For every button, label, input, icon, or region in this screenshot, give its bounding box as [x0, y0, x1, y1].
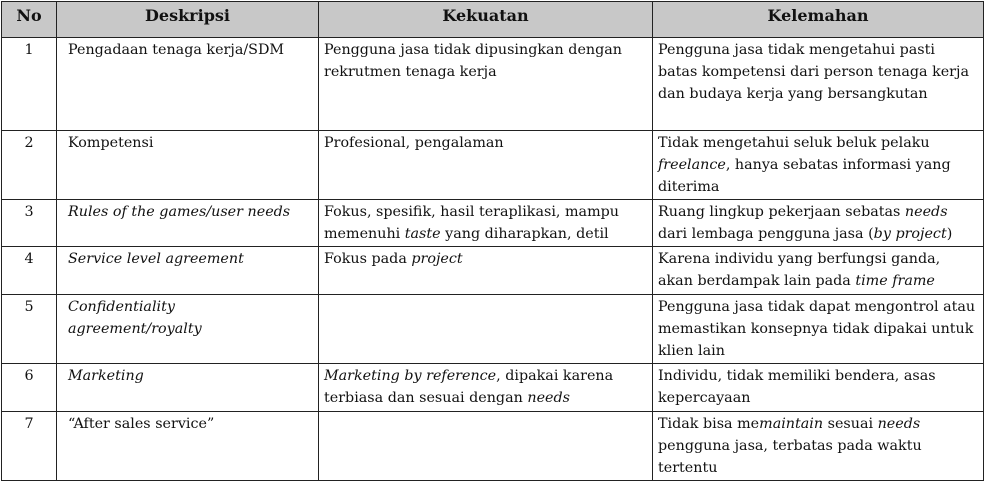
- text-segment-italic: project: [411, 251, 463, 268]
- comparison-table: [1, 1, 984, 481]
- table-row: [2, 38, 984, 131]
- deskripsi-cell: Marketing: [57, 364, 319, 411]
- text-segment: ): [946, 226, 953, 243]
- kekuatan-cell: Pengguna jasa tidak dipusingkan dengan rekrutmen tenaga kerja: [319, 38, 653, 131]
- deskripsi-cell: Confidentiality agreement/royalty: [57, 294, 319, 363]
- header-no: No: [2, 2, 57, 38]
- text-segment: Ruang lingkup pekerjaan sebatas: [658, 204, 905, 221]
- text-segment-italic: needs: [527, 390, 570, 407]
- deskripsi-cell: Pengadaan tenaga kerja/SDM: [57, 38, 319, 131]
- header-kekuatan: Kekuatan: [319, 2, 653, 38]
- row-number: 7: [2, 411, 57, 481]
- table-row: [2, 247, 984, 294]
- deskripsi-cell: Service level agreement: [57, 247, 319, 294]
- text-segment: Fokus pada: [324, 251, 412, 268]
- row-number: 1: [2, 38, 57, 131]
- text-segment: dari lembaga pengguna jasa (: [658, 226, 874, 243]
- text-segment: pengguna jasa, terbatas pada waktu tertentu: [658, 437, 922, 476]
- kekuatan-cell: [319, 411, 653, 481]
- kelemahan-cell: Individu, tidak memiliki bendera, asas kepercayaan: [653, 364, 984, 411]
- row-number: 3: [2, 200, 57, 247]
- kelemahan-cell: [653, 247, 984, 294]
- text-segment-italic: by project: [873, 226, 947, 243]
- row-number: 2: [2, 130, 57, 199]
- table-row: [2, 294, 984, 363]
- header-kelemahan: Kelemahan: [653, 2, 984, 38]
- text-segment: Tidak bisa me: [658, 415, 760, 432]
- text-segment-italic: time frame: [855, 273, 935, 290]
- kekuatan-cell: [319, 294, 653, 363]
- kelemahan-cell: [653, 130, 984, 199]
- text-segment-italic: freelance: [658, 156, 726, 173]
- table-row: [2, 364, 984, 411]
- table-row: [2, 411, 984, 481]
- header-deskripsi: Deskripsi: [57, 2, 319, 38]
- kelemahan-cell: [653, 411, 984, 481]
- kekuatan-cell: [319, 200, 653, 247]
- text-segment: yang diharapkan, detil: [440, 226, 609, 243]
- table-row: [2, 200, 984, 247]
- text-segment: Fokus, spesifik, hasil teraplikasi, mampu memenuhi: [324, 204, 619, 243]
- text-segment-italic: taste: [404, 226, 441, 243]
- kelemahan-cell: [653, 200, 984, 247]
- text-segment-italic: needs: [904, 204, 948, 221]
- text-segment: sesuai: [823, 415, 878, 432]
- text-segment-italic: Marketing by reference: [324, 368, 497, 385]
- text-segment: Karena individu yang berfungsi ganda, akan berdampak lain pada: [658, 251, 941, 290]
- deskripsi-cell: “After sales service”: [57, 411, 319, 481]
- kelemahan-cell: Pengguna jasa tidak dapat mengontrol atau memastikan konsepnya tidak dipakai untuk klien lain: [653, 294, 984, 363]
- table-row: [2, 130, 984, 199]
- row-number: 5: [2, 294, 57, 363]
- deskripsi-cell: Kompetensi: [57, 130, 319, 199]
- header-row: [2, 2, 984, 38]
- kekuatan-cell: Profesional, pengalaman: [319, 130, 653, 199]
- text-segment: , hanya sebatas informasi yang diterima: [658, 156, 951, 195]
- kelemahan-cell: Pengguna jasa tidak mengetahui pasti batas kompetensi dari person tenaga kerja dan budaya kerja yang bersangkutan: [653, 38, 984, 131]
- text-segment: Tidak mengetahui seluk beluk pelaku: [658, 134, 930, 151]
- kekuatan-cell: [319, 364, 653, 411]
- deskripsi-cell: Rules of the games/user needs: [57, 200, 319, 247]
- text-segment: , dipakai karena terbiasa dan sesuai dengan: [324, 368, 614, 407]
- row-number: 4: [2, 247, 57, 294]
- kekuatan-cell: [319, 247, 653, 294]
- text-segment-italic: needs: [877, 415, 921, 432]
- text-segment-italic: maintain: [759, 415, 824, 432]
- row-number: 6: [2, 364, 57, 411]
